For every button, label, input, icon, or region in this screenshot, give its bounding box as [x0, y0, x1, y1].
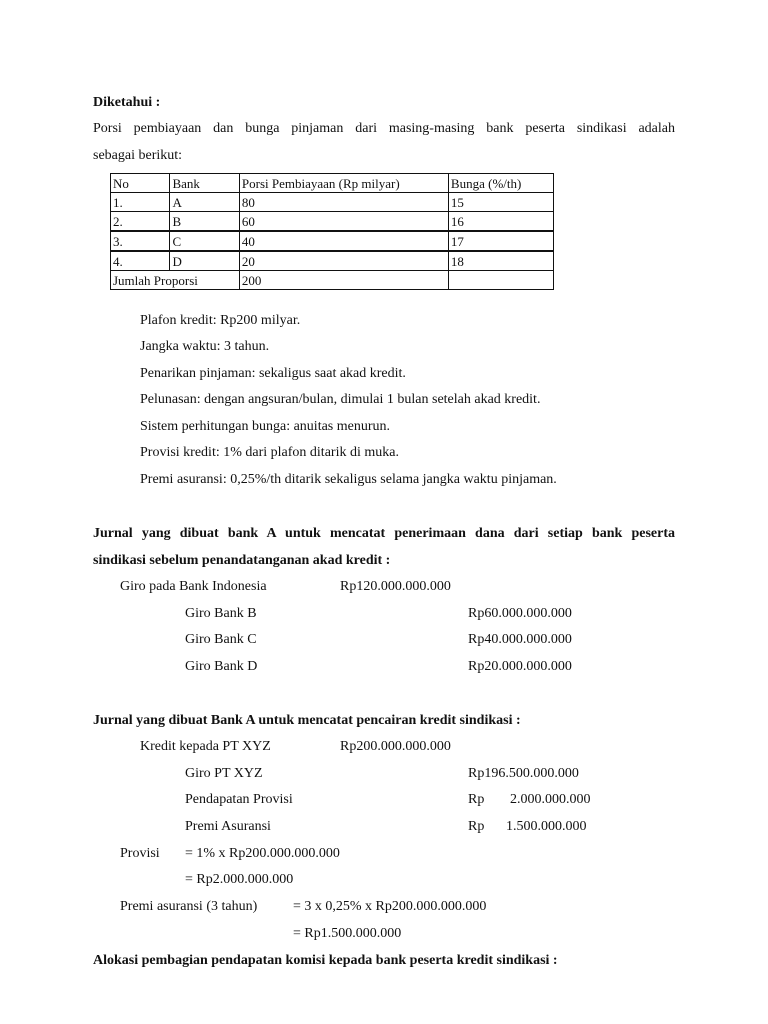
- journal2-credit-amount: 1.500.000.000: [506, 819, 587, 834]
- calc-premi-result: = Rp1.500.000.000: [293, 926, 402, 941]
- journal2-debit-account: Kredit kepada PT XYZ: [140, 739, 271, 754]
- journal2-credit-account: Giro PT XYZ: [185, 766, 263, 781]
- cell-bank: D: [170, 251, 239, 271]
- journal1-debit-amount: Rp120.000.000.000: [340, 579, 451, 594]
- journal1-credit-account: Giro Bank C: [185, 632, 257, 647]
- journal1-credit-account: Giro Bank B: [185, 606, 257, 621]
- total-value: 200: [239, 271, 448, 290]
- term-penarikan: Penarikan pinjaman: sekaligus saat akad kredit.: [140, 366, 406, 381]
- journal1-credit-account: Giro Bank D: [185, 659, 258, 674]
- journal2-credit-currency: Rp: [468, 792, 485, 807]
- term-sistem-bunga: Sistem perhitungan bunga: anuitas menurun.: [140, 419, 391, 434]
- journal1-title-line-2: sindikasi sebelum penandatanganan akad kredit :: [93, 553, 391, 568]
- total-blank: [448, 271, 553, 290]
- term-provisi: Provisi kredit: 1% dari plafon ditarik di muka.: [140, 445, 399, 460]
- cell-bunga: 17: [448, 231, 553, 251]
- journal1-debit-account: Giro pada Bank Indonesia: [120, 579, 267, 594]
- cell-bunga: 16: [448, 212, 553, 232]
- journal2-credit-currency: Rp196.500.000.000: [468, 766, 579, 781]
- cell-bunga: 15: [448, 193, 553, 212]
- cell-bank: C: [170, 231, 239, 251]
- term-pelunasan: Pelunasan: dengan angsuran/bulan, dimulai 1 bulan setelah akad kredit.: [140, 392, 541, 407]
- header-bank: Bank: [170, 174, 239, 193]
- table-total-row: [111, 271, 554, 290]
- cell-no: 4.: [111, 251, 170, 271]
- cell-bunga: 18: [448, 251, 553, 271]
- journal1-title-line-1: Jurnal yang dibuat bank A untuk mencatat penerimaan dana dari setiap bank peserta: [93, 526, 675, 541]
- cell-no: 1.: [111, 193, 170, 212]
- cell-porsi: 20: [239, 251, 448, 271]
- cell-bank: B: [170, 212, 239, 232]
- journal2-credit-account: Pendapatan Provisi: [185, 792, 293, 807]
- journal2-credit-amount: 2.000.000.000: [510, 792, 591, 807]
- table-row: [111, 251, 554, 271]
- journal2-credit-account: Premi Asuransi: [185, 819, 271, 834]
- calc-provisi-label: Provisi: [120, 846, 160, 861]
- term-jangka-waktu: Jangka waktu: 3 tahun.: [140, 339, 270, 354]
- header-no: No: [111, 174, 170, 193]
- journal1-credit-amount: Rp20.000.000.000: [468, 659, 572, 674]
- table-header-row: [111, 174, 554, 193]
- table-row: [111, 212, 554, 232]
- journal1-credit-amount: Rp40.000.000.000: [468, 632, 572, 647]
- calc-provisi-formula: = 1% x Rp200.000.000.000: [185, 846, 340, 861]
- total-label: Jumlah Proporsi: [111, 271, 240, 290]
- intro-paragraph-line-1: Porsi pembiayaan dan bunga pinjaman dari masing-masing bank peserta sindikasi adalah: [93, 121, 675, 136]
- intro-paragraph-line-2: sebagai berikut:: [93, 148, 183, 163]
- journal2-credit-currency: Rp: [468, 819, 485, 834]
- cell-no: 3.: [111, 231, 170, 251]
- journal2-debit-amount: Rp200.000.000.000: [340, 739, 451, 754]
- cell-porsi: 80: [239, 193, 448, 212]
- cell-no: 2.: [111, 212, 170, 232]
- calc-premi-formula: = 3 x 0,25% x Rp200.000.000.000: [293, 899, 487, 914]
- allocation-title: Alokasi pembagian pendapatan komisi kepada bank peserta kredit sindikasi :: [93, 953, 558, 968]
- term-premi: Premi asuransi: 0,25%/th ditarik sekaligus selama jangka waktu pinjaman.: [140, 472, 557, 487]
- calc-premi-label: Premi asuransi (3 tahun): [120, 899, 258, 914]
- cell-bank: A: [170, 193, 239, 212]
- journal2-title: Jurnal yang dibuat Bank A untuk mencatat pencairan kredit sindikasi :: [93, 713, 521, 728]
- table-row: [111, 193, 554, 212]
- heading-diketahui: Diketahui :: [93, 95, 161, 110]
- financing-table: [110, 173, 554, 290]
- journal1-credit-amount: Rp60.000.000.000: [468, 606, 572, 621]
- header-bunga: Bunga (%/th): [448, 174, 553, 193]
- cell-porsi: 60: [239, 212, 448, 232]
- cell-porsi: 40: [239, 231, 448, 251]
- term-plafon: Plafon kredit: Rp200 milyar.: [140, 313, 301, 328]
- header-porsi: Porsi Pembiayaan (Rp milyar): [239, 174, 448, 193]
- calc-provisi-result: = Rp2.000.000.000: [185, 872, 294, 887]
- table-row: [111, 231, 554, 251]
